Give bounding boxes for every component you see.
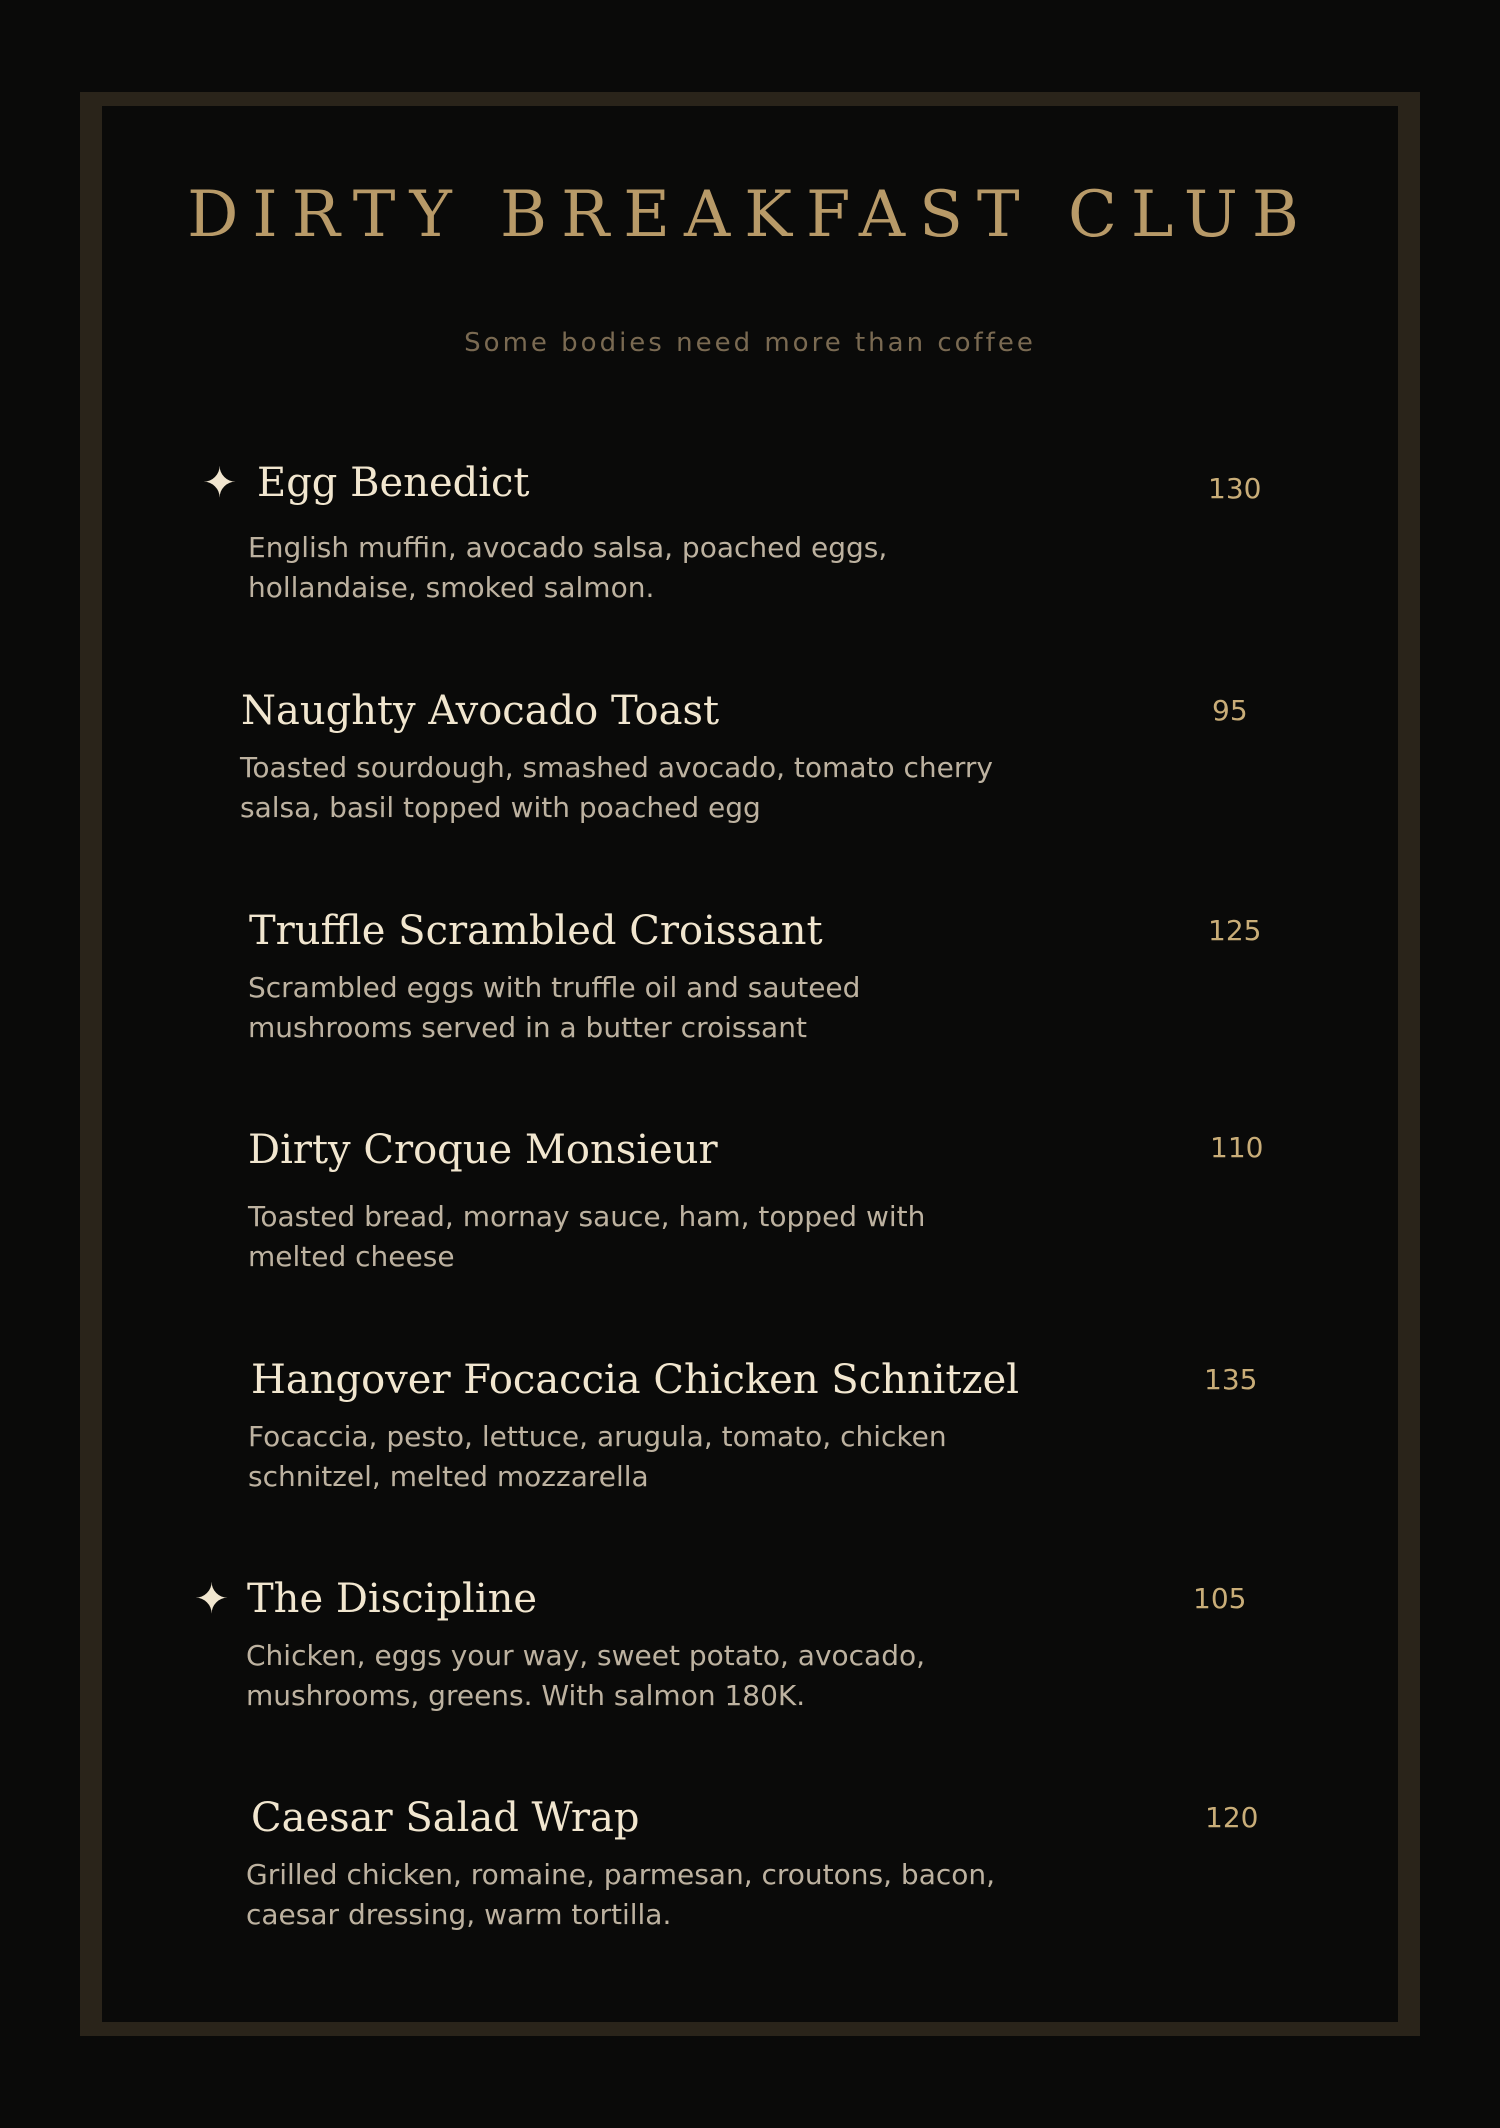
menu-item-dirty-croque-monsieur [0, 1125, 1500, 1273]
menu-item-price: 120 [1205, 1801, 1259, 1834]
menu-title: DIRTY BREAKFAST CLUB [187, 178, 1313, 252]
frame-border-top [80, 92, 1420, 106]
menu-item-name: Truffle Scrambled Croissant [249, 908, 823, 954]
frame-border-right [1398, 92, 1420, 2036]
menu-item-price: 130 [1208, 472, 1262, 505]
menu-item-egg-benedict [0, 458, 1500, 604]
sparkle-star-icon: ✦ [202, 458, 238, 507]
menu-item-price: 95 [1212, 694, 1248, 727]
menu-item-description: Toasted sourdough, smashed avocado, tomato cherry salsa, basil topped with poached egg [240, 751, 993, 824]
menu-item-description: Chicken, eggs your way, sweet potato, avocado, mushrooms, greens. With salmon 180K. [246, 1639, 925, 1712]
frame-border-left [80, 92, 102, 2036]
menu-item-description: Scrambled eggs with truffle oil and sauteed mushrooms served in a butter croissant [248, 971, 861, 1044]
menu-item-name: Hangover Focaccia Chicken Schnitzel [251, 1357, 1020, 1403]
menu-item-price: 105 [1193, 1582, 1247, 1615]
menu-subtitle: Some bodies need more than coffee [464, 328, 1036, 358]
sparkle-star-icon: ✦ [194, 1574, 230, 1623]
menu-item-description: English muffin, avocado salsa, poached eggs, hollandaise, smoked salmon. [248, 531, 888, 604]
menu-item-the-discipline [0, 1574, 1500, 1714]
menu-item-name: Egg Benedict [257, 460, 530, 506]
menu-item-description: Grilled chicken, romaine, parmesan, croutons, bacon, caesar dressing, warm tortilla. [246, 1858, 996, 1931]
menu-item-price: 125 [1208, 914, 1262, 947]
menu-item-description: Toasted bread, mornay sauce, ham, topped with melted cheese [248, 1200, 926, 1273]
menu-item-caesar-salad-wrap [0, 1793, 1500, 1933]
menu-item-name: Naughty Avocado Toast [241, 688, 720, 734]
menu-item-description: Focaccia, pesto, lettuce, arugula, tomato, chicken schnitzel, melted mozzarella [248, 1420, 947, 1493]
menu-item-name: The Discipline [247, 1576, 538, 1622]
menu-item-naughty-avocado-toast [0, 686, 1500, 826]
menu-item-name: Dirty Croque Monsieur [248, 1127, 718, 1173]
menu-item-price: 110 [1210, 1131, 1264, 1164]
menu-item-name: Caesar Salad Wrap [251, 1795, 640, 1841]
menu-item-price: 135 [1204, 1363, 1258, 1396]
frame-border-bottom [80, 2022, 1420, 2036]
menu-item-truffle-scrambled-croissant [0, 906, 1500, 1046]
menu-item-hangover-focaccia-chicken-schnitzel [0, 1355, 1500, 1495]
